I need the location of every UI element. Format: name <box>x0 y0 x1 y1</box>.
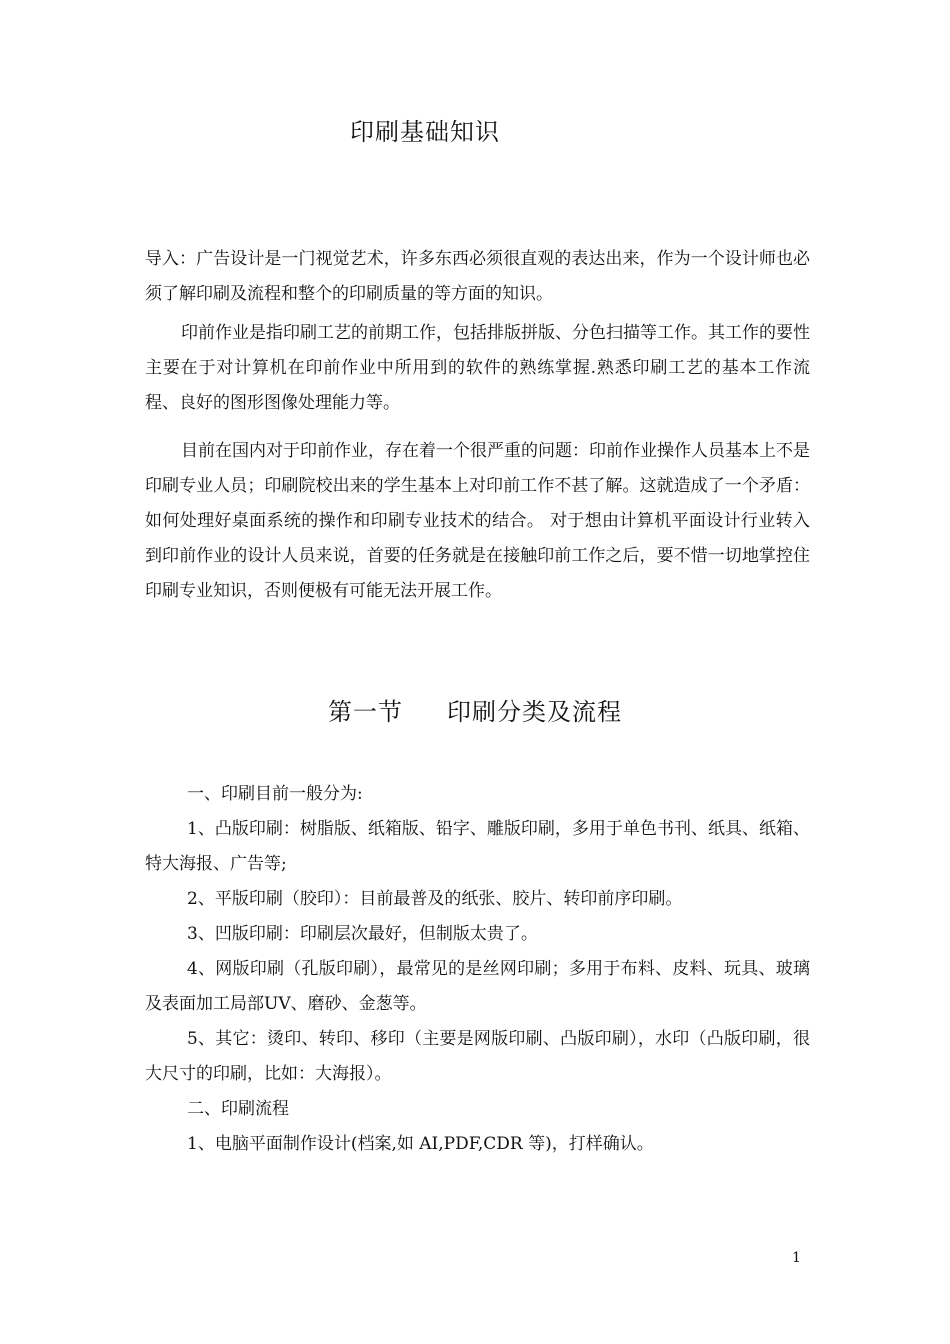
list-item: 2、平版印刷（胶印）：目前最普及的纸张、胶片、转印前序印刷。 <box>187 889 683 909</box>
list-heading: 一、印刷目前一般分为: <box>187 784 363 804</box>
paragraph-text: 目前在国内对于印前作业，存在着一个很严重的问题：印前作业操作人员基本上不是印刷专业人员；印刷院校出来的学生基本上对印前工作不甚了解。这就造成了一个矛盾：如何处理好桌面系统的操作和印刷专业技术的结合。 对于想由计算机平面设计行业转入到印前作业的设计人员来说，首要的任务就是在接触印前工作之后，要不惜一切地掌控住印刷专业知识，否则便极有可能无法开展工作。 <box>145 441 810 601</box>
section-name: 印刷分类及流程 <box>447 698 622 726</box>
page-number: 1 <box>792 1250 801 1266</box>
section-number: 第一节 <box>328 698 403 726</box>
intro-text: 导入：广告设计是一门视觉艺术，许多东西必须很直观的表达出来，作为一个设计师也必须了解印刷及流程和整个的印刷质量的等方面的知识。 <box>145 249 810 304</box>
section-heading <box>0 692 950 727</box>
paragraph-text: 印前作业是指印刷工艺的前期工作，包括排版拼版、分色扫描等工作。其工作的要性主要在于对计算机在印前作业中所用到的软件的熟练掌握.熟悉印刷工艺的基本工作流程、良好的图形图像处理能力等。 <box>145 323 810 413</box>
list-heading: 二、印刷流程 <box>187 1099 289 1119</box>
list-item: 5、其它：烫印、转印、移印（主要是网版印刷、凸版印刷），水印（凸版印刷，很大尺寸的印刷，比如：大海报）。 <box>145 1029 810 1084</box>
list-item: 1、凸版印刷：树脂版、纸箱版、铅字、雕版印刷，多用于单色书刊、纸具、纸箱、特大海报、广告等; <box>145 819 810 874</box>
document-title: 印刷基础知识 <box>350 118 500 146</box>
list-item: 4、网版印刷（孔版印刷），最常见的是丝网印刷；多用于布料、皮料、玩具、玻璃及表面加工局部UV、磨砂、金葱等。 <box>145 959 810 1014</box>
list-item: 1、电脑平面制作设计(档案,如 AI,PDF,CDR 等)，打样确认。 <box>187 1134 654 1154</box>
printing-types-list <box>145 777 810 1162</box>
paragraph-prepress-definition <box>145 316 810 421</box>
intro-paragraph <box>145 242 810 312</box>
paragraph-prepress-problem <box>145 434 810 609</box>
list-item: 3、凹版印刷：印刷层次最好，但制版太贵了。 <box>187 924 538 944</box>
